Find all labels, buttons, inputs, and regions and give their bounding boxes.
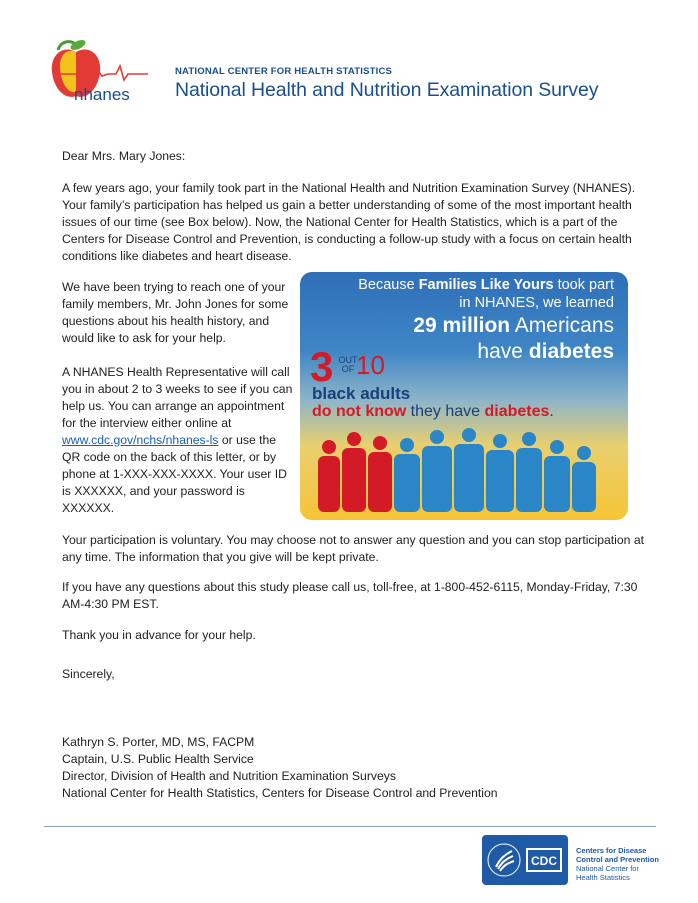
person-figure-highlighted [318,440,340,512]
signer-org: National Center for Health Statistics, Centers for Disease Control and Prevention [62,786,498,800]
people-figures [314,422,616,514]
person-figure-highlighted [342,432,366,512]
do-not-know-line: do not know they have diabetes. [312,403,554,420]
cdc-logo [482,835,568,885]
call-text-2: or use the QR code on the back of this letter, or by phone at 1-XXX-XXX-XXXX. Your user ID is XXXXXX, and your password is XXXXXX. [62,433,287,515]
signer-rank: Captain, U.S. Public Health Service [62,752,254,766]
person-figure [422,430,452,512]
person-figure [394,438,420,512]
stat-numerator: 3 [310,343,334,390]
voluntary-paragraph: Your participation is voluntary. You may choose not to answer any question and you can stop participation at any time. The information that you give will be kept private. [62,533,644,564]
left-column [62,279,294,534]
person-figure [454,428,484,512]
stat-out-of: OUT OF [338,355,358,374]
hhs-eagle-icon [482,835,568,885]
person-figure [486,434,514,512]
signature-block [62,734,498,802]
cdc-badge-text: CDC [531,854,557,868]
person-figure [544,440,570,512]
infobox-line4: have diabetes [477,340,614,363]
signer-title: Director, Division of Health and Nutrition Examination Surveys [62,769,396,783]
letterhead [48,36,658,108]
questions-paragraph: If you have any questions about this study please call us, toll-free, at 1-800-452-6115, Monday-Friday, 7:30 AM-4:30 PM EST. [62,580,638,611]
call-paragraph [62,364,294,517]
diabetes-info-box [300,272,628,520]
org-block [175,66,598,102]
infobox-line2: in NHANES, we learned [459,295,614,311]
salutation: Dear Mrs. Mary Jones: [62,149,186,163]
logo-wordmark: nhanes [74,85,130,104]
cdc-footer-text: Centers for Disease Control and Prevention National Center for Health Statistics [576,846,659,882]
intro-paragraph: A few years ago, your family took part in the National Health and Nutrition Examination Survey (NHANES). Your family’s participation has helped us gain a better understanding of some of the most important health issues of our time (see Box below). Now, the National Center for Health Statistics, which is a part of the Centers for Disease Control and Prevention, is conducting a follow-up study with a focus on certain health conditions like diabetes and heart disease. [62,181,636,263]
org-name: NATIONAL CENTER FOR HEALTH STATISTICS [175,66,393,77]
nhanes-apple-logo [48,36,158,104]
person-figure-highlighted [368,436,392,512]
thanks-line: Thank you in advance for your help. [62,628,256,642]
closing-line: Sincerely, [62,667,115,681]
infobox-line1: Because Families Like Yours took part [358,277,614,293]
signer-name: Kathryn S. Porter, MD, MS, FACPM [62,735,255,749]
stat-denominator: 10 [356,350,385,380]
person-figure [572,446,596,512]
survey-name: National Health and Nutrition Examination Survey [175,79,599,101]
nhanes-ls-link[interactable]: www.cdc.gov/nchs/nhanes-ls [62,433,219,447]
person-figure [516,432,542,512]
footer-divider [44,826,656,827]
infobox-line3: 29 million Americans [413,314,614,337]
reach-out-paragraph: We have been trying to reach one of your family members, Mr. John Jones for some questions about his health history, and would like to ask for your help. [62,280,289,345]
call-text-1: A NHANES Health Representative will call you in about 2 to 3 weeks to see if you can help us. You can arrange an appointment for the interview either online at [62,365,293,430]
stat-group: black adults [312,384,411,403]
